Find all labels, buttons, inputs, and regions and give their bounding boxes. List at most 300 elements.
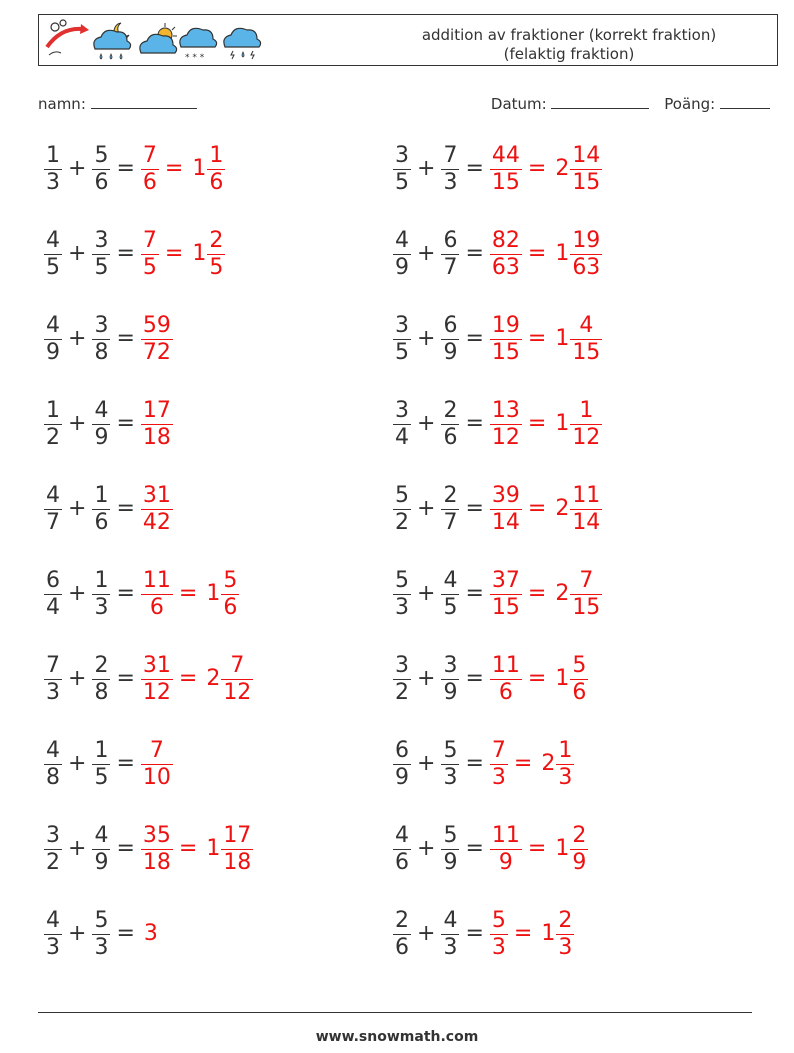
answer-mixed-whole: 2 [541,751,556,776]
answer-equals-sign: = [164,156,184,181]
answer-improper-fraction [141,568,173,621]
answer-improper-fraction-numerator: 31 [142,653,171,678]
addend-a [44,398,62,451]
plus-sign: + [417,326,436,351]
plus-sign: + [68,156,87,181]
answer-mixed-whole: 1 [192,241,207,266]
equals-sign: = [465,241,484,266]
addend-b-numerator: 1 [94,483,109,508]
addend-a-numerator: 5 [395,568,409,593]
answer-mixed-whole: 1 [555,241,570,266]
answer-mixed-fraction [207,228,225,281]
addend-a [393,823,411,876]
addend-a-numerator: 3 [395,313,409,338]
addend-a-denominator: 7 [46,510,60,535]
equals-sign: = [116,156,135,181]
addend-b-numerator: 2 [94,653,109,678]
date-score-fields [491,93,770,113]
equals-sign: = [116,326,135,351]
answer-equals-sign: = [527,666,547,691]
answer-mixed-fraction-numerator: 2 [558,908,573,933]
addend-b [92,483,110,536]
answer-mixed-fraction-numerator: 1 [579,398,594,423]
answer-improper-fraction [490,228,522,281]
equals-sign: = [465,836,484,861]
answer-mixed-whole: 2 [206,666,221,691]
problem-row [44,568,253,653]
answer-improper-fraction-denominator: 12 [142,680,171,705]
equals-sign: = [116,581,135,606]
addend-a-numerator: 6 [395,738,409,763]
answer-mixed-fraction [570,228,602,281]
answer-improper-fraction-denominator: 72 [142,340,171,365]
answer-improper-fraction-denominator: 14 [491,510,520,535]
answer-whole-number: 3 [143,921,158,946]
addend-a-numerator: 3 [395,653,409,678]
addend-a [44,483,62,536]
answer-mixed-fraction-numerator: 4 [579,313,594,338]
addend-b-numerator: 1 [94,738,109,763]
footer-divider [38,1012,752,1013]
name-field [38,93,197,113]
addend-a-numerator: 1 [46,143,60,168]
addend-b-denominator: 8 [94,340,109,365]
plus-sign: + [68,496,87,521]
answer-improper-fraction-numerator: 17 [142,398,171,423]
answer-mixed-fraction [556,908,574,961]
problem-row [44,653,253,738]
problem-column-right [393,143,602,993]
page-title [369,26,769,64]
addend-b-numerator: 3 [94,228,109,253]
addend-a [393,143,411,196]
plus-sign: + [68,241,87,266]
addend-a-numerator: 2 [395,908,409,933]
plus-sign: + [417,921,436,946]
problem-row [393,738,602,823]
addend-a [393,228,411,281]
answer-improper-fraction [141,228,159,281]
addend-a-numerator: 7 [46,653,60,678]
answer-improper-fraction [490,823,522,876]
name-blank[interactable] [91,93,197,109]
answer-improper-fraction-numerator: 82 [491,228,520,253]
title-line-1: addition av fraktioner (korrekt fraktion) [421,26,717,44]
answer-improper-fraction-denominator: 3 [491,765,506,790]
plus-sign: + [417,666,436,691]
rain-moon-cloud-icon [94,23,131,59]
addend-a-numerator: 3 [395,398,409,423]
equals-sign: = [465,411,484,436]
problem-column-left [44,143,253,993]
addend-b-numerator: 5 [94,143,109,168]
addend-b-numerator: 6 [443,313,458,338]
answer-mixed-fraction [221,823,253,876]
equals-sign: = [116,751,135,776]
answer-mixed-fraction [570,568,602,621]
answer-mixed-fraction [570,483,602,536]
answer-improper-fraction [141,143,159,196]
answer-improper-fraction-numerator: 19 [491,313,520,338]
answer-improper-fraction-denominator: 15 [491,170,520,195]
addend-b-denominator: 3 [94,935,109,960]
answer-equals-sign: = [178,666,198,691]
plus-sign: + [68,751,87,776]
addend-a-numerator: 6 [46,568,60,593]
answer-improper-fraction-numerator: 11 [491,823,520,848]
addend-a-numerator: 4 [46,483,60,508]
addend-b-denominator: 9 [443,850,458,875]
plus-sign: + [68,666,87,691]
header-box [38,14,778,66]
answer-mixed-fraction-denominator: 12 [572,425,601,450]
addend-a-denominator: 3 [46,170,60,195]
answer-mixed-fraction-denominator: 9 [572,850,587,875]
answer-mixed-fraction-numerator: 1 [209,143,224,168]
answer-improper-fraction-denominator: 15 [491,595,520,620]
addend-b-numerator: 3 [94,313,109,338]
addend-b-denominator: 6 [94,510,109,535]
answer-equals-sign: = [513,921,533,946]
answer-improper-fraction [490,738,508,791]
answer-mixed-whole: 2 [555,581,570,606]
answer-improper-fraction-denominator: 42 [142,510,171,535]
problem-row [44,738,253,823]
equals-sign: = [116,921,135,946]
equals-sign: = [465,581,484,606]
answer-improper-fraction-denominator: 15 [491,340,520,365]
answer-mixed-whole: 2 [555,156,570,181]
answer-improper-fraction-denominator: 6 [490,679,522,706]
answer-mixed-fraction [207,143,225,196]
addend-b [441,483,459,536]
answer-mixed-fraction-denominator: 18 [223,850,252,875]
addend-a-denominator: 2 [395,510,409,535]
answer-improper-fraction-numerator: 37 [491,568,520,593]
addend-a-numerator: 3 [395,143,409,168]
addend-b [92,908,110,961]
answer-mixed-fraction [570,653,588,706]
problem-row [44,143,253,228]
addend-a-denominator: 4 [46,595,60,620]
storm-cloud-icon [224,28,261,59]
addend-a-numerator: 5 [395,483,409,508]
addend-b-numerator: 5 [443,738,458,763]
plus-sign: + [417,836,436,861]
addend-b-denominator: 3 [94,595,109,620]
problem-row [393,823,602,908]
plus-sign: + [68,411,87,436]
addend-b-denominator: 8 [94,680,109,705]
addend-b-numerator: 1 [94,568,109,593]
answer-mixed-fraction-numerator: 7 [230,653,245,678]
equals-sign: = [465,751,484,776]
answer-mixed-whole: 1 [206,581,221,606]
addend-a [393,653,411,706]
addend-a-denominator: 8 [46,765,60,790]
answer-mixed-fraction [570,823,588,876]
date-blank[interactable] [551,93,649,109]
sun-cloud-icon [140,23,177,53]
addend-b-denominator: 7 [443,255,458,280]
addend-a-denominator: 5 [46,255,60,280]
addend-b-denominator: 7 [443,510,458,535]
answer-improper-fraction-denominator: 3 [491,935,506,960]
answer-mixed-fraction-numerator: 19 [572,228,601,253]
title-line-2: (felaktig fraktion) [503,45,635,63]
answer-improper-fraction-numerator: 5 [491,908,506,933]
addend-b-numerator: 4 [94,823,109,848]
problem-row [393,908,602,993]
addend-a-denominator: 5 [395,340,409,365]
addend-a-denominator: 3 [46,935,60,960]
snow-cloud-icon [180,28,217,63]
addend-b [441,823,459,876]
answer-improper-fraction [490,653,522,706]
answer-mixed-fraction-denominator: 3 [558,935,573,960]
addend-a [393,908,411,961]
addend-b-denominator: 3 [443,170,458,195]
answer-improper-fraction-denominator: 9 [490,849,522,876]
addend-a-denominator: 3 [395,595,409,620]
addend-a [393,313,411,366]
answer-mixed-fraction-numerator: 2 [572,823,587,848]
equals-sign: = [465,921,484,946]
answer-mixed-fraction [570,313,602,366]
addend-a-denominator: 2 [395,680,409,705]
plus-sign: + [68,581,87,606]
addend-b-numerator: 5 [94,908,109,933]
answer-mixed-fraction-denominator: 6 [223,595,238,620]
plus-sign: + [417,581,436,606]
answer-mixed-fraction [221,653,253,706]
problem-row [393,568,602,653]
weather-icons [43,17,273,63]
addend-b-denominator: 3 [443,765,458,790]
answer-equals-sign: = [527,241,547,266]
answer-mixed-fraction-denominator: 14 [572,510,601,535]
answer-equals-sign: = [513,751,533,776]
addend-b-denominator: 6 [443,425,458,450]
answer-mixed-fraction-numerator: 11 [572,483,601,508]
answer-improper-fraction [490,398,522,451]
answer-equals-sign: = [527,581,547,606]
answer-improper-fraction [141,823,173,876]
answer-equals-sign: = [527,326,547,351]
addend-b [92,653,110,706]
problem-row [393,653,602,738]
addend-b [441,228,459,281]
addend-a-numerator: 4 [46,908,60,933]
answer-improper-fraction [490,143,522,196]
score-blank[interactable] [720,93,770,109]
plus-sign: + [417,411,436,436]
addend-b-numerator: 7 [443,143,458,168]
answer-improper-fraction-numerator: 7 [491,738,506,763]
problem-row [393,398,602,483]
addend-a [44,568,62,621]
answer-improper-fraction-numerator: 13 [491,398,520,423]
addend-a-numerator: 4 [395,823,409,848]
equals-sign: = [465,496,484,521]
addend-b-numerator: 3 [443,653,458,678]
name-label: namn: [38,95,86,113]
problem-row [393,313,602,398]
addend-b [441,568,459,621]
addend-a-denominator: 2 [46,425,60,450]
answer-improper-fraction [141,653,173,706]
answer-equals-sign: = [527,156,547,181]
answer-improper-fraction-numerator: 59 [142,313,171,338]
addend-b [92,143,110,196]
answer-improper-fraction-denominator: 63 [491,255,520,280]
answer-mixed-fraction-denominator: 6 [209,170,224,195]
addend-b-denominator: 5 [94,765,109,790]
answer-mixed-whole: 1 [555,411,570,436]
answer-mixed-fraction-denominator: 15 [572,340,601,365]
addend-a [393,568,411,621]
plus-sign: + [417,751,436,776]
addend-b-numerator: 5 [443,823,458,848]
addend-a-denominator: 9 [395,255,409,280]
answer-mixed-fraction-denominator: 63 [572,255,601,280]
equals-sign: = [116,496,135,521]
problem-row [44,398,253,483]
addend-b-numerator: 4 [443,568,458,593]
addend-b [92,568,110,621]
answer-improper-fraction-numerator: 39 [491,483,520,508]
addend-b-denominator: 9 [443,680,458,705]
answer-improper-fraction [490,483,522,536]
answer-mixed-fraction-denominator: 15 [572,595,601,620]
answer-improper-fraction-numerator: 35 [142,823,171,848]
addend-b-denominator: 9 [94,425,109,450]
plus-sign: + [417,496,436,521]
answer-equals-sign: = [164,241,184,266]
answer-mixed-fraction-numerator: 17 [223,823,252,848]
addend-a-denominator: 3 [46,680,60,705]
answer-equals-sign: = [527,496,547,521]
problem-row [393,483,602,568]
addend-b [92,738,110,791]
answer-improper-fraction [490,908,508,961]
addend-a [393,398,411,451]
answer-improper-fraction-numerator: 11 [142,568,171,593]
answer-improper-fraction-numerator: 7 [149,738,164,763]
addend-b-denominator: 5 [443,595,458,620]
addend-b [441,908,459,961]
answer-mixed-fraction-denominator: 15 [572,170,601,195]
answer-improper-fraction-denominator: 12 [491,425,520,450]
addend-a [44,738,62,791]
answer-mixed-fraction-numerator: 5 [223,568,238,593]
answer-mixed-fraction [570,143,602,196]
addend-a [44,653,62,706]
addend-a-numerator: 3 [46,823,60,848]
answer-improper-fraction [141,483,173,536]
problem-row [44,908,253,993]
answer-mixed-fraction [556,738,574,791]
addend-a [393,483,411,536]
addend-b-numerator: 2 [443,483,458,508]
answer-improper-fraction-numerator: 11 [491,653,520,678]
equals-sign: = [465,156,484,181]
problem-row [393,143,602,228]
plus-sign: + [68,836,87,861]
answer-mixed-fraction-denominator: 12 [223,680,252,705]
addend-b [441,313,459,366]
addend-a-numerator: 4 [46,228,60,253]
addend-b [92,313,110,366]
answer-mixed-fraction-denominator: 3 [558,765,573,790]
addend-b [92,228,110,281]
problem-row [44,313,253,398]
answer-improper-fraction-denominator: 18 [142,850,171,875]
answer-equals-sign: = [178,581,198,606]
answer-equals-sign: = [178,836,198,861]
addend-b-denominator: 5 [94,255,109,280]
equals-sign: = [116,241,135,266]
answer-improper-fraction-denominator: 6 [141,594,173,621]
answer-mixed-fraction [221,568,239,621]
addend-b [92,398,110,451]
svg-text:* * *: * * * [185,53,205,63]
answer-mixed-whole: 1 [192,156,207,181]
answer-mixed-fraction-denominator: 5 [209,255,224,280]
addend-b-denominator: 6 [94,170,109,195]
addend-b [441,398,459,451]
addend-b-denominator: 9 [94,850,109,875]
answer-mixed-fraction-denominator: 6 [572,680,587,705]
answer-improper-fraction [141,313,173,366]
answer-improper-fraction-numerator: 44 [491,143,520,168]
addend-b-numerator: 4 [94,398,109,423]
answer-mixed-whole: 1 [206,836,221,861]
score-label: Poäng: [664,95,716,113]
addend-a-denominator: 9 [46,340,60,365]
equals-sign: = [465,666,484,691]
answer-improper-fraction-numerator: 7 [142,143,157,168]
answer-equals-sign: = [527,411,547,436]
equals-sign: = [465,326,484,351]
addend-a [44,228,62,281]
rainbow-icon [47,20,89,55]
addend-a-denominator: 6 [395,850,409,875]
addend-a-denominator: 9 [395,765,409,790]
answer-mixed-fraction-numerator: 5 [572,653,587,678]
addend-a-numerator: 4 [46,738,60,763]
problem-row [44,823,253,908]
addend-b [441,738,459,791]
addend-a-denominator: 5 [395,170,409,195]
problem-row [393,228,602,313]
addend-b-numerator: 6 [443,228,458,253]
addend-a-denominator: 6 [395,935,409,960]
footer-site: www.snowmath.com [315,1029,479,1045]
answer-improper-fraction-denominator: 10 [142,765,171,790]
answer-improper-fraction [141,738,173,791]
addend-a-numerator: 1 [46,398,60,423]
addend-a [44,908,62,961]
problem-row [44,228,253,313]
answer-mixed-fraction [570,398,602,451]
addend-b-numerator: 4 [443,908,458,933]
addend-a-numerator: 4 [46,313,60,338]
addend-a [44,313,62,366]
answer-mixed-fraction-numerator: 14 [572,143,601,168]
addend-a [44,823,62,876]
answer-improper-fraction-denominator: 18 [142,425,171,450]
